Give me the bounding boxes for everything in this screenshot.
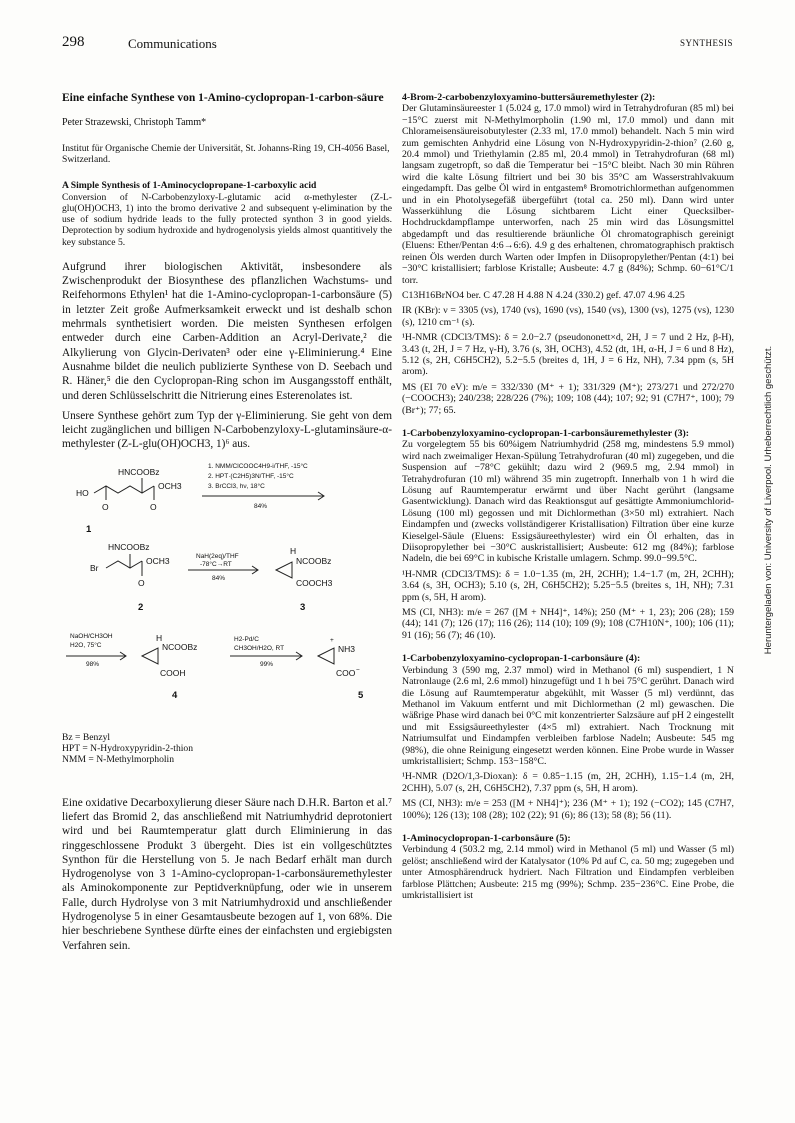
download-watermark-text: Heruntergeladen von: University of Liverpool. Urheberrechtlich geschützt. bbox=[763, 345, 774, 655]
compound-3-cooch3-label: COOCH3 bbox=[296, 577, 333, 588]
nmr-data: ¹H-NMR (CDCl3/TMS): δ = 1.0−1.35 (m, 2H, 2CHH); 1.4−1.7 (m, 2H, 2CHH); 3.64 (s, 3H, OCH3); 5.10 (s, 2H, C6H5CH2); 5.25−5.5 (breites s, 1H, NH); 7.31 ppm (s, 5H, H arom). bbox=[402, 568, 734, 603]
compound-5-coo-label: COO bbox=[336, 667, 356, 678]
compound-4-ring bbox=[142, 648, 158, 664]
compound-3-ring bbox=[276, 562, 292, 578]
step2-yield: 84% bbox=[212, 574, 226, 582]
experimental-text: Verbindung 3 (590 mg, 2.37 mmol) wird in Methanol (6 ml) suspendiert, 1 N Natronlauge (2.6 ml, 2.6 mmol) hinzugefügt und 1 h bei 75°C gerührt. Danach wird die Lösung auf Raumtemperatur abgekühlt, mit Wasser (5 ml) verdünnt, das Methanol im Vakuum entfernt und mit Dichlormethan (2 ml) gewaschen. Die wäßrige Phase wird danach bei 0°C mit konzentrierter Salzsäure auf pH 2 eingestellt und mit Essigsäureethylester (4×5 ml) extrahiert. Nach Trocknung mit Natriumsulfat und Eindampfen verbleiben farblose Nadeln; Ausbeute: 545 mg (98%), die ohne Reinigung eingesetzt werden können. Eine Probe wurde in Wasser umkristallisiert; Schmp. 153−158°C. bbox=[402, 664, 735, 767]
step4-condition-2: CH3OH/H2O, RT bbox=[234, 644, 285, 652]
compound-3-h-label: H bbox=[290, 545, 297, 556]
compound-5-plus: + bbox=[330, 636, 334, 644]
compound-2-o-label: O bbox=[138, 577, 145, 588]
elemental-analysis: C13H16BrNO4 ber. C 47.28 H 4.88 N 4.24 (330.2) gef. 47.07 4.96 4.25 bbox=[402, 289, 685, 301]
step1-yield: 84% bbox=[254, 502, 268, 510]
reaction-scheme bbox=[62, 458, 392, 788]
compound-2-br-label: Br bbox=[90, 562, 99, 573]
compound-2-och3-label: OCH3 bbox=[146, 555, 170, 566]
step2-condition-2: -78°C→RT bbox=[200, 560, 232, 568]
compound-1-hnc-label: HNCOOBz bbox=[118, 466, 160, 477]
compound-number-2: 2 bbox=[138, 601, 144, 613]
experimental-text: Verbindung 4 (503.2 mg, 2.14 mmol) wird in Methanol (5 ml) und Wasser (5 ml) gelöst; anschließend wird der Katalysator (10% Pd auf C, ca. 50 mg; zugegeben und unter Atmosphärendruck hydriert. Nach Filtration und Eindampfen verbleiben farblose Plättchen; Ausbeute: 215 mg (99%); Schmp. 235−236°C. Eine Probe, die umkristallisiert ist bbox=[402, 844, 734, 901]
step1-condition-3: 3. BrCCl3, hν, 18°C bbox=[208, 482, 265, 490]
step3-condition-2: H2O, 75°C bbox=[70, 641, 102, 649]
experimental-heading: 1-Carbobenzyloxyamino-cyclopropan-1-carbonsäure (4): bbox=[402, 653, 641, 665]
article-institution: Institut für Organische Chemie der Universität, St. Johanns-Ring 19, CH-4056 Basel, Switzerland. bbox=[62, 143, 390, 166]
compound-4-cooh-label: COOH bbox=[160, 667, 186, 678]
ms-data: MS (EI 70 eV): m/e = 332/330 (M⁺ + 1); 331/329 (M⁺); 273/271 und 272/270 (−COOCH3); 240/238; 228/226 (7%); 109; 108 (44); 107; 92; 91 (C7H7⁺, 100); 79 (Br⁺); 77; 65. bbox=[402, 381, 734, 416]
ms-data: MS (CI, NH3): m/e = 253 ([M + NH4]⁺); 236 (M⁺ + 1); 192 (−CO2); 145 (C7H7, 100%); 126 (13); 108 (28); 102 (22); 91 (6); 86 (13); 58 (8); 56 (11). bbox=[402, 798, 734, 821]
compound-number-4: 4 bbox=[172, 689, 178, 701]
experimental-text: Zu vorgelegtem 55 bis 60%igem Natriumhydrid (258 mg, mindestens 5.9 mmol) wird nach zweimaliger Hexan-Spülung Tetrahydrofuran (40 ml) zugegeben, und die Suspension auf −78°C gekühlt; dazu wird 2 (969.5 mg, 2.94 mmol) in Tetrahydrofuran (10 ml) während 35 min zugetropft. Innerhalb von 1 h wird die Lösung auf Raumtemperatur erwärmt und über Nacht gerührt (langsame Gasentwicklung). Danach wird das Reaktionsgut auf gesättigte Ammoniumchlorid-Lösung (100 ml) gegossen und mit Dichlormethan (3×50 ml) extrahiert. Nach Eindampfen und (zwecks vollständigerer Kristallisation) Filtration über eine kurze Kieselgel-Säule (Eluens: Essigsäureethylester) wird ein Öl erhalten, das in Diisopropylether bei −30°C auskristallisiert; Ausbeute: 612 mg (84%); farblose Nadeln, die bei 69°C in kubische Kristalle umlagern. Schmp. 99.0−99.5°C. bbox=[402, 439, 734, 565]
abbreviation-item: Bz = Benzyl bbox=[62, 731, 111, 743]
compound-1-ho-label: HO bbox=[76, 487, 89, 498]
experimental-heading: 1-Carbobenzyloxyamino-cyclopropan-1-carbonsäuremethylester (3): bbox=[402, 427, 690, 439]
step3-condition-1: NaOH/CH3OH bbox=[70, 632, 113, 640]
body-paragraph: Aufgrund ihrer biologischen Aktivität, insbesondere als Zwischenprodukt der Biosynthese des pflanzlichen Wachstums- und Reifehormons Ethylen¹ hat die 1-Amino-cyclopropan-1-carbonsäure (5) in letzter Zeit große Aufmerksamkeit erweckt und ist deshalb schon mehrmals synthetisiert worden. Die meisten Synthesen erfolgen entweder durch eine Carben-Addition an Acryl-Derivate,² die Alkylierung von Glycin-Derivaten³ oder eine γ-Eliminierung.⁴ Eine Ausnahme bildet die neulich publizierte Synthese von D. Seebach und R. Häner,⁵ die den Cyclopropan-Ring schon im Ausgangsstoff enthält, und deren Schlüsselschritt die Nitrierung eines Esterenolates ist. bbox=[62, 260, 392, 402]
compound-2-hnc-label: HNCOOBz bbox=[108, 541, 150, 552]
experimental-heading: 1-Aminocyclopropan-1-carbonsäure (5): bbox=[402, 832, 571, 844]
compound-1-chain bbox=[94, 486, 154, 493]
step4-condition-1: H2-Pd/C bbox=[234, 635, 259, 643]
step3-yield: 98% bbox=[86, 660, 100, 668]
abbreviation-item: HPT = N-Hydroxypyridin-2-thion bbox=[62, 742, 194, 754]
article-title: Eine einfache Synthese von 1-Amino-cyclopropan-1-carbon-säure bbox=[62, 92, 384, 104]
page-number: 298 bbox=[62, 34, 85, 50]
compound-1-o-label: O bbox=[102, 501, 109, 512]
abbreviation-list bbox=[62, 732, 193, 766]
experimental-heading: 4-Brom-2-carbobenzyloxyamino-buttersäuremethylester (2): bbox=[402, 92, 656, 103]
ms-data: MS (CI, NH3): m/e = 267 ([M + NH4]⁺, 14%); 250 (M⁺ + 1, 23); 206 (28); 159 (44); 141 (7); 126 (17); 116 (26); 114 (10); 109 (9); 108 (C7H10N⁺, 100); 106 (11); 91 (16); 56 (7); 46 (10). bbox=[402, 607, 734, 641]
page-header bbox=[62, 34, 733, 54]
abbreviation-item: NMM = N-Methylmorpholin bbox=[62, 754, 175, 766]
step1-condition-1: 1. NMM/ClCOOC4H9-i/THF, -15°C bbox=[208, 462, 308, 470]
compound-5-minus: − bbox=[356, 666, 360, 674]
experimental-text: Der Glutaminsäureester 1 (5.024 g, 17.0 mmol) wird in Tetrahydrofuran (85 ml) bei −15°C zuerst mit N-Methylmorpholin (1.90 ml, 17.0 mmol) und dann mit Chlorameisensäureisobutylester (2.33 ml, 17.0 mmol) behandelt. Nach 5 min wird zum gemischten Anhydrid eine Lösung von N-Hydroxypyridin-2-thion⁷ (2.60 g, 20.4 mmol) und Triethylamin (2.85 ml, 20.4 mmol) in Tetrahydrofuran (68 ml) langsam zugetropft, so daß die Temperatur bei −15°C bleibt. Nach 30 min Rühren wird die kalte Lösung filtriert und bei 30 bis 35°C am Wasserstrahlvakuum eingedampft. Das gelbe Öl wird in entgastem⁸ Bromotrichlormethan aufgenommen und in ein Photolysegefäß übergeführt (total ca. 250 ml). Dann wird unter Wasserkühlung die Lösung sichtbarem Licht einer Quecksilber-Hochdruckdampflampe unterworfen, nach 25 min wird das Lösungsmittel abgedampft und das resultierende bräunliche Öl chromatographisch gereinigt (Eluens: Ether/Pentan 4:6→6:6). 4.9 g des erhaltenen, chromatographisch praktisch reinen Öls werden durch Warten oder Impfen in Diisopropylether/Pentan (4:1) bei −30°C kristallisiert; farblose Kristalle; Ausbeute: 4.7 g (84%); Schmp. 60−61°C/1 torr. bbox=[402, 103, 734, 286]
compound-number-5: 5 bbox=[358, 689, 364, 701]
article-authors: Peter Strazewski, Christoph Tamm* bbox=[62, 117, 207, 128]
compound-number-3: 3 bbox=[300, 601, 306, 613]
nmr-data: ¹H-NMR (CDCl3/TMS): δ = 2.0−2.7 (pseudononett×d, 2H, J = 7 und 2 Hz, β-H), 3.43 (t, 2H, J = 7 Hz, γ-H), 3.76 (s, 3H, OCH3), 4.52 (dt, 1H, α-H, J = 6 und 8 Hz), 5.12 (s, 2H, C6H5CH2), 5.2−5.5 (breites d, 1H, J = 6 Hz, NH), 7.34 ppm (s, 5H arom). bbox=[402, 332, 734, 378]
compound-5-nh3-label: NH3 bbox=[338, 643, 356, 654]
section-name: Communications bbox=[128, 36, 217, 51]
step4-yield: 99% bbox=[260, 660, 274, 668]
download-watermark bbox=[763, 110, 775, 890]
abstract-title: A Simple Synthesis of 1-Aminocyclopropane-1-carboxylic acid bbox=[62, 179, 317, 191]
journal-name: SYNTHESIS bbox=[679, 38, 733, 48]
abstract-text: Conversion of N-Carbobenzyloxy-L-glutamic acid α-methylester (Z-L-glu(OH)OCH3, 1) into the bromo derivative 2 and subsequent γ-elimination by the use of sodium hydride leads to the fully protected synthon 3 in good yields. Deprotection by sodium hydroxide and hydrogenolysis yields almost quantitively the key substance 5. bbox=[62, 191, 392, 248]
step1-condition-2: 2. HPT·(C2H5)3N/THF, -15°C bbox=[208, 472, 294, 480]
left-column bbox=[62, 92, 392, 959]
compound-number-1: 1 bbox=[86, 523, 92, 535]
body-paragraph: Unsere Synthese gehört zum Typ der γ-Eliminierung. Sie geht von dem leicht zugänglichen und billigen N-Carbobenzyloxy-L-glutaminsäure-α-methylester (Z-L-glu(OH)OCH3, 1)⁶ aus. bbox=[62, 409, 392, 451]
right-column bbox=[402, 92, 734, 905]
nmr-data: ¹H-NMR (D2O/1,3-Dioxan): δ = 0.85−1.15 (m, 2H, 2CHH), 1.15−1.4 (m, 2H, 2CHH), 5.07 (s, 2H, C6H5CH2), 7.37 ppm (s, 5H, H arom). bbox=[402, 771, 734, 794]
ir-data: IR (KBr): ν = 3305 (vs), 1740 (vs), 1690 (vs), 1540 (vs), 1300 (vs), 1275 (vs), 1230 (s), 1210 cm⁻¹ (s). bbox=[402, 305, 734, 328]
compound-1-o2-label: O bbox=[150, 501, 157, 512]
compound-4-ncoo-label: NCOOBz bbox=[162, 641, 198, 652]
compound-2-chain bbox=[106, 561, 142, 568]
compound-4-h-label: H bbox=[156, 632, 163, 643]
step2-condition-1: NaH(2eq)/THF bbox=[196, 552, 239, 560]
compound-1-och3-label: OCH3 bbox=[158, 480, 182, 491]
compound-5-ring bbox=[318, 648, 334, 664]
body-paragraph: Eine oxidative Decarboxylierung dieser Säure nach D.H.R. Barton et al.⁷ liefert das Bromid 2, das anschließend mit Natriumhydrid deprotoniert wird und bei Raumtemperatur glatt durch Eliminierung in das ringgeschlossene Produkt 3 übergeht. Dies ist ein vollgeschütztes Synthon für die Herstellung von 5. Je nach Bedarf erhält man durch Hydrogenolyse von 3 1-Amino-cyclopropan-1-carbonsäuremethylester als Aminokomponente zur Peptidverknüpfung, oder wie in unserem Falle, durch Hydrolyse von 3 mit Natriumhydroxid und anschließender Hydrogenolyse 5 in einer Gesamtausbeute bezogen auf 1, von 68%. Die hier beschriebene Synthese dürfte eines der einfachsten und ergiebigsten Verfahren sein. bbox=[62, 796, 392, 952]
compound-3-ncoo-label: NCOOBz bbox=[296, 555, 332, 566]
